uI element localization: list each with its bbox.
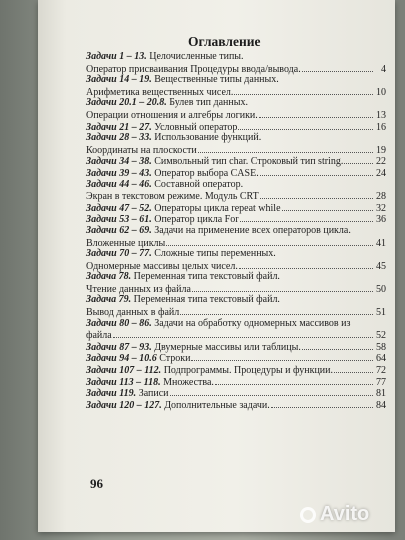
toc-entry <box>86 225 386 237</box>
dot-leader <box>302 63 373 72</box>
toc-entry <box>86 260 386 272</box>
page-number: 96 <box>90 476 103 491</box>
toc-entry-page: 72 <box>376 365 386 377</box>
toc-entry-page: 84 <box>376 399 386 411</box>
toc-entry-label: Задачи 80 – 86. <box>86 317 152 329</box>
toc-entry-label: Задачи 120 – 127. <box>86 399 162 411</box>
toc-entry-label: Задачи 87 – 93. <box>86 341 152 353</box>
toc-entry-text <box>86 97 248 108</box>
toc-entry-text <box>86 400 270 412</box>
dot-leader <box>192 283 373 292</box>
toc-entry <box>86 63 386 75</box>
table-of-contents <box>86 51 386 410</box>
toc-entry-title: Записи <box>136 388 169 400</box>
toc-entry-text <box>86 294 280 305</box>
toc-entry-title: файла <box>86 330 112 342</box>
toc-entry-text <box>86 225 351 236</box>
toc-entry <box>86 329 386 341</box>
page-title: Оглавление <box>188 34 261 49</box>
toc-entry <box>86 190 386 202</box>
dot-leader <box>271 399 373 408</box>
toc-entry-title: Строки <box>156 353 191 365</box>
dot-leader <box>215 376 373 385</box>
toc-entry-title: Переменная типа текстовый файл. <box>131 271 280 283</box>
toc-entry <box>86 283 386 295</box>
toc-entry-title: Операторы цикла repeat while <box>151 202 281 214</box>
toc-entry <box>86 376 386 388</box>
toc-entry-label: Задачи 34 – 38. <box>86 156 152 168</box>
dot-leader <box>239 260 373 269</box>
toc-entry-page: 58 <box>376 341 386 353</box>
toc-entry-title: Переменная типа текстовый файл. <box>131 294 280 306</box>
watermark-text: Avito <box>320 503 370 525</box>
dot-leader <box>191 352 373 361</box>
toc-entry-page: 45 <box>376 260 386 272</box>
toc-entry-text <box>86 132 261 143</box>
toc-entry <box>86 132 386 144</box>
dot-leader <box>166 237 373 246</box>
toc-entry-label: Задачи 53 – 61. <box>86 214 152 226</box>
watermark <box>300 503 369 526</box>
toc-entry <box>86 51 386 63</box>
toc-entry-title: Операции отношения и алгебры логики. <box>86 109 258 121</box>
toc-entry-label: Задачи 94 – 10.6 <box>86 353 157 365</box>
toc-entry-title: Одномерные массивы целых чисел. <box>86 260 238 272</box>
toc-entry-title: Вещественные типы данных. <box>151 74 279 86</box>
toc-entry-page: 19 <box>376 144 386 156</box>
dot-leader <box>198 144 373 153</box>
toc-entry-page: 51 <box>376 307 386 319</box>
toc-entry-label: Задачи 1 – 13. <box>86 51 147 62</box>
toc-entry <box>86 399 386 411</box>
toc-entry-label: Задачи 113 – 118. <box>86 376 161 388</box>
toc-entry <box>86 271 386 283</box>
toc-entry-title: Двумерные массивы или таблицы. <box>151 341 301 353</box>
avito-logo-icon <box>300 507 316 523</box>
toc-entry-label: Задачи 70 – 77. <box>86 248 152 260</box>
toc-entry-page: 36 <box>376 214 386 226</box>
toc-entry-page: 77 <box>376 376 386 388</box>
dot-leader <box>113 329 373 338</box>
toc-entry-page: 81 <box>376 388 386 400</box>
toc-entry-title: Составной оператор. <box>151 178 244 190</box>
toc-entry-title: Целочисленные типы. <box>146 51 244 62</box>
toc-entry-page: 50 <box>376 283 386 295</box>
toc-entry-page: 32 <box>376 202 386 214</box>
toc-entry-title: Сложные типы переменных. <box>151 248 276 260</box>
dot-leader <box>344 155 373 164</box>
toc-entry-title: Задачи на обработку одномерных массивов из <box>151 317 351 329</box>
toc-entry-text <box>86 51 244 62</box>
dot-leader <box>282 202 373 211</box>
toc-entry-label: Задачи 39 – 43. <box>86 167 152 179</box>
toc-entry-text <box>86 179 243 190</box>
toc-entry <box>86 306 386 318</box>
toc-entry-title: Оператор выбора CASE. <box>151 167 259 179</box>
toc-entry-title: Подпрограммы. Процедуры и функции. <box>161 365 334 377</box>
toc-entry-title: Оператор цикла For <box>151 214 239 226</box>
toc-entry-title: Использование функций. <box>151 132 262 144</box>
toc-entry <box>86 74 386 86</box>
toc-entry-title: Множества. <box>160 376 214 388</box>
dot-leader <box>260 167 373 176</box>
dot-leader <box>180 306 373 315</box>
toc-entry-label: Задачи 119. <box>86 388 137 400</box>
dot-leader <box>334 364 373 373</box>
dot-leader <box>259 109 373 118</box>
toc-entry-title: Задачи на применение всех операторов цикла. <box>151 224 351 236</box>
toc-entry-page: 4 <box>381 63 386 75</box>
toc-entry <box>86 364 386 376</box>
toc-entry-page: 28 <box>376 191 386 203</box>
toc-entry-page: 10 <box>376 86 386 98</box>
toc-entry-label: Задачи 107 – 112. <box>86 365 162 377</box>
toc-entry <box>86 237 386 249</box>
toc-entry-label: Задача 79. <box>86 294 132 306</box>
book-page <box>38 0 395 532</box>
toc-entry-label: Задачи 44 – 46. <box>86 178 152 190</box>
toc-entry-label: Задачи 62 – 69. <box>86 224 152 236</box>
toc-entry-label: Задачи 28 – 33. <box>86 132 152 144</box>
toc-entry-page: 22 <box>376 156 386 168</box>
dot-leader <box>260 190 373 199</box>
toc-entry <box>86 352 386 364</box>
toc-entry-title: Условный оператор <box>151 121 238 133</box>
toc-entry-text <box>86 74 279 85</box>
toc-entry-title: Символьный тип char. Строковый тип string. <box>151 156 344 168</box>
dot-leader <box>240 213 373 222</box>
toc-entry <box>86 167 386 179</box>
toc-entry <box>86 97 386 109</box>
dot-leader <box>170 387 374 396</box>
toc-entry <box>86 213 386 225</box>
toc-entry <box>86 155 386 167</box>
toc-entry-title: Оператор присваивания Процедуры ввода/вывода. <box>86 63 301 75</box>
toc-entry <box>86 387 386 399</box>
toc-entry <box>86 179 386 191</box>
dot-leader <box>238 121 373 130</box>
toc-entry-page: 13 <box>376 109 386 121</box>
toc-entry-page: 24 <box>376 167 386 179</box>
toc-entry-title: Арифметика вещественных чисел. <box>86 86 234 98</box>
dot-leader <box>234 86 373 95</box>
toc-entry-label: Задачи 14 – 19. <box>86 74 152 86</box>
toc-entry-title: Чтение данных из файла <box>86 283 191 295</box>
toc-entry-text <box>86 271 280 282</box>
toc-entry-title: Вывод данных в файл <box>86 307 180 319</box>
toc-entry-title: Дополнительные задачи. <box>161 399 270 411</box>
toc-entry-label: Задачи 47 – 52. <box>86 202 152 214</box>
toc-entry <box>86 86 386 98</box>
toc-entry-title: Булев тип данных. <box>166 97 248 109</box>
toc-entry <box>86 294 386 306</box>
toc-entry-label: Задачи 21 – 27. <box>86 121 152 133</box>
toc-entry <box>86 202 386 214</box>
toc-entry-title: Вложенные циклы <box>86 237 166 249</box>
toc-entry-title: Экран в текстовом режиме. Модуль CRT <box>86 191 259 203</box>
toc-entry <box>86 121 386 133</box>
toc-entry-page: 16 <box>376 121 386 133</box>
toc-entry-text <box>86 248 276 259</box>
dot-leader <box>302 341 373 350</box>
toc-entry <box>86 109 386 121</box>
toc-entry <box>86 318 386 330</box>
toc-entry <box>86 248 386 260</box>
toc-entry-label: Задача 78. <box>86 271 132 283</box>
toc-entry-page: 64 <box>376 353 386 365</box>
toc-entry-label: Задачи 20.1 – 20.8. <box>86 97 167 109</box>
toc-entry-text <box>86 318 350 329</box>
toc-entry <box>86 341 386 353</box>
toc-entry <box>86 144 386 156</box>
toc-entry-page: 41 <box>376 237 386 249</box>
toc-entry-page: 52 <box>376 330 386 342</box>
toc-entry-title: Координаты на плоскости <box>86 144 197 156</box>
